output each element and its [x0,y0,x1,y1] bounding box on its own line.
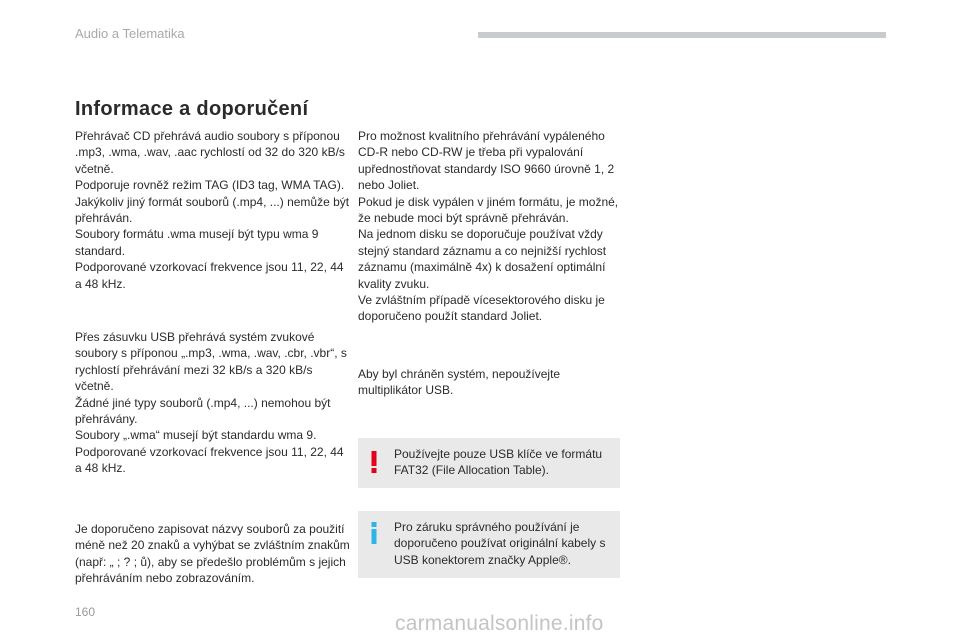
file-names-paragraph: Je doporučeno zapisovat názvy souborů za použití méně než 20 znaků a vyhýbat se zvláštním znakům (např: „ ; ? ; ů), aby se předešlo problémům s jejich přehráváním nebo zobrazováním. [75,522,350,586]
watermark: carmanualsonline.info [395,612,604,635]
header-title: Audio a Telematika [75,26,185,41]
page-number: 160 [75,605,96,619]
usb-formats-paragraph: Přes zásuvku USB přehrává systém zvukové soubory s příponou „.mp3, .wma, .wav, .cbr, .vbr“, s rychlostí přehrávání mezi 32 kB/s a 320 kB/s včetně. Žádné jiné typy souborů (.mp4, ...) nemohou být přehrávány. Soubory „.wma“ musejí být standardu wma 9. Podporované vzorkovací frekvence jsou 11, 22, 44 a 48 kHz. [75,330,347,476]
warning-box [358,438,620,488]
warning-text: Používejte pouze USB klíče ve formátu FAT32 (File Allocation Table). [394,447,603,478]
info-icon [368,521,380,545]
cd-formats-paragraph: Přehrávač CD přehrává audio soubory s příponou .mp3, .wma, .wav, .aac rychlostí od 32 do 320 kB/s včetně. Podporuje rovněž režim TAG (ID3 tag, WMA TAG). Jakýkoliv jiný formát souborů (.mp4, ...) nemůže být přehráván. Soubory formátu .wma musejí být typu wma 9 standard. Podporované vzorkovací frekvence jsou 11, 22, 44 a 48 kHz. [75,129,350,291]
header-bar [478,32,886,38]
usb-hub-paragraph: Aby byl chráněn systém, nepoužívejte multiplikátor USB. [358,367,561,398]
cd-burning-paragraph: Pro možnost kvalitního přehrávání vypáleného CD-R nebo CD-RW je třeba při vypalování upřednostňovat standardy ISO 9660 úrovně 1, 2 nebo Joliet. Pokud je disk vypálen v jiném formátu, je možné, že nebude moci být správně přehráván. Na jednom disku se doporučuje používat vždy stejný standard záznamu a co nejnižší rychlost záznamu (maximálně 4x) k dosažení optimální kvality zvuku. Ve zvláštním případě vícesektorového disku je doporučeno použít standard Joliet. [358,129,619,324]
info-text: Pro záruku správného používání je doporučeno používat originální kabely s USB konektorem značky Apple®. [394,520,606,567]
info-box [358,511,620,578]
exclamation-icon [368,450,380,474]
section-title: Informace a doporučení [75,98,309,120]
